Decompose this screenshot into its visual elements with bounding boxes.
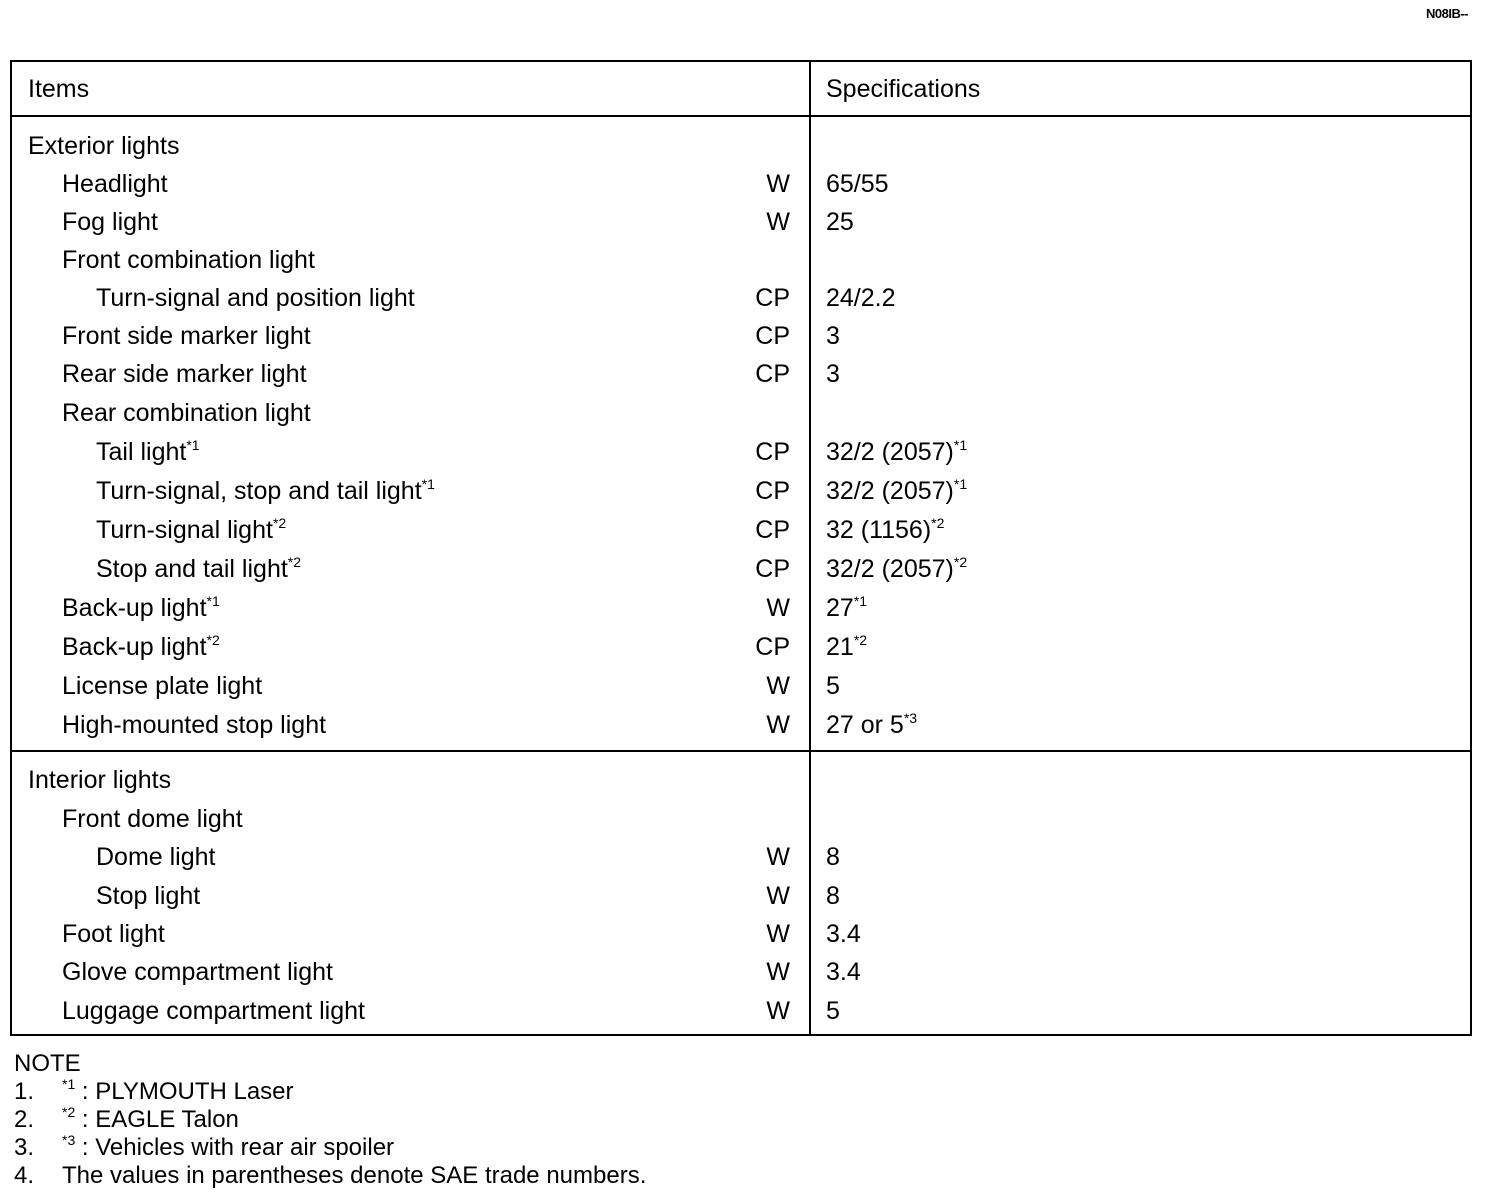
- item-turn-signal-position-light: Turn-signal and position light: [96, 284, 415, 312]
- table-row: [12, 165, 1470, 203]
- unit: W: [766, 594, 790, 622]
- footnote-marker: *2: [206, 632, 220, 648]
- section-divider: [12, 750, 1470, 752]
- table-row: [12, 628, 1470, 666]
- specifications-table: [10, 60, 1472, 1036]
- spec-value: 3: [826, 360, 840, 388]
- table-row: [12, 472, 1470, 510]
- footnote-marker: *1: [953, 437, 968, 453]
- item-front-combination-light: Front combination light: [62, 246, 315, 274]
- item-tail-light: Tail light$^{*1}$: [96, 437, 200, 466]
- header-divider: [12, 115, 1470, 117]
- unit: W: [766, 958, 790, 986]
- unit: W: [766, 208, 790, 236]
- item-dome-light: Dome light: [96, 843, 216, 871]
- table-header-row: [12, 70, 1470, 108]
- unit: W: [766, 920, 790, 948]
- unit: W: [766, 997, 790, 1025]
- item-headlight: Headlight: [62, 170, 168, 198]
- item-front-side-marker-light: Front side marker light: [62, 322, 311, 350]
- spec-value: 32/2 $(2057)^{*1}$: [826, 476, 968, 505]
- footnote-marker: *1: [421, 476, 435, 492]
- table-row: [12, 127, 1470, 165]
- note-item: 4. The values in parentheses denote SAE trade numbers.: [14, 1162, 647, 1189]
- unit: CP: [755, 477, 790, 505]
- spec-value: 3: [826, 322, 840, 350]
- section-interior-lights: Interior lights: [28, 766, 172, 794]
- item-luggage-compartment-light: Luggage compartment light: [62, 997, 365, 1025]
- unit: CP: [755, 438, 790, 466]
- item-glove-compartment-light: Glove compartment light: [62, 958, 333, 986]
- item-fog-light: Fog light: [62, 208, 158, 236]
- item-turn-signal-stop-tail-light: Turn-signal, stop and tail light$^{*1}$: [96, 476, 435, 505]
- spec-value: 32/2 $(2057)^{*1}$: [826, 437, 968, 466]
- unit: W: [766, 170, 790, 198]
- table-row: [12, 992, 1470, 1030]
- footnote-marker: *2: [953, 554, 968, 570]
- footnote-marker: *1: [953, 476, 968, 492]
- item-stop-light: Stop light: [96, 882, 201, 910]
- table-row: [12, 203, 1470, 241]
- spec-value: 8: [826, 843, 840, 871]
- spec-value: 21$^{*2}$: [826, 632, 868, 661]
- footnote-marker: *1: [206, 593, 220, 609]
- table-row: [12, 667, 1470, 705]
- spec-value: 32/2 $(2057)^{*2}$: [826, 554, 968, 583]
- footnote-marker: *2: [853, 632, 868, 648]
- table-row: [12, 550, 1470, 588]
- table-row: [12, 317, 1470, 355]
- item-back-up-light: Back-up light$^{*1}$: [62, 593, 220, 622]
- note-item: 2. $^{*2}$ : EAGLE Talon: [14, 1104, 239, 1133]
- footnote-marker: *3: [903, 710, 918, 726]
- notes-title: NOTE: [14, 1050, 81, 1077]
- item-rear-combination-light: Rear combination light: [62, 399, 311, 427]
- table-row: [12, 877, 1470, 915]
- spec-value: 3.4: [826, 920, 861, 948]
- table-row: [12, 394, 1470, 432]
- unit: CP: [755, 360, 790, 388]
- spec-value: 8: [826, 882, 840, 910]
- header-specifications: Specifications: [826, 75, 981, 103]
- table-row: [12, 511, 1470, 549]
- table-row: [12, 838, 1470, 876]
- table-row: [12, 433, 1470, 471]
- notes: [14, 1050, 646, 1190]
- table-row: [12, 589, 1470, 627]
- spec-value: 24/2.2: [826, 284, 896, 312]
- item-foot-light: Foot light: [62, 920, 165, 948]
- section-exterior-lights: Exterior lights: [28, 132, 180, 160]
- unit: CP: [755, 322, 790, 350]
- item-stop-tail-light: Stop and tail light$^{*2}$: [96, 554, 302, 583]
- table-row: [12, 761, 1470, 799]
- table-row: [12, 355, 1470, 393]
- spec-value: 27$^{*1}$: [826, 593, 868, 622]
- spec-value: 27 or 5$^{*3}$: [826, 710, 918, 739]
- note-item: 1. $^{*1}$ : PLYMOUTH Laser: [14, 1076, 294, 1105]
- item-high-mounted-stop-light: High-mounted stop light: [62, 711, 327, 739]
- unit: CP: [755, 284, 790, 312]
- unit: W: [766, 882, 790, 910]
- footnote-marker: *2: [287, 554, 302, 570]
- table-row: [12, 953, 1470, 991]
- note-item: 3. $^{*3}$ : Vehicles with rear air spoiler: [14, 1132, 395, 1161]
- spec-value: 25: [826, 208, 854, 236]
- footnote-marker: *2: [272, 515, 287, 531]
- spec-value: 3.4: [826, 958, 861, 986]
- table-row: [12, 800, 1470, 838]
- spec-value: 32 $(1156)^{*2}$: [826, 515, 945, 544]
- item-rear-side-marker-light: Rear side marker light: [62, 360, 307, 388]
- table-row: [12, 706, 1470, 744]
- item-turn-signal-light: Turn-signal light$^{*2}$: [96, 515, 287, 544]
- unit: W: [766, 843, 790, 871]
- item-license-plate-light: License plate light: [62, 672, 263, 700]
- unit: W: [766, 711, 790, 739]
- page-code: N08IB--: [1425, 6, 1468, 21]
- table-row: [12, 279, 1470, 317]
- unit: CP: [755, 633, 790, 661]
- unit: CP: [755, 516, 790, 544]
- unit: W: [766, 672, 790, 700]
- footnote-marker: *2: [931, 515, 945, 531]
- header-items: Items: [28, 75, 90, 103]
- item-back-up-light: Back-up light$^{*2}$: [62, 632, 220, 661]
- footnote-marker: *1: [186, 437, 200, 453]
- table-row: [12, 915, 1470, 953]
- item-front-dome-light: Front dome light: [62, 805, 243, 833]
- footnote-marker: *1: [853, 593, 868, 609]
- spec-value: 5: [826, 997, 840, 1025]
- spec-value: 5: [826, 672, 840, 700]
- table-row: [12, 241, 1470, 279]
- spec-value: 65/55: [826, 170, 889, 198]
- unit: CP: [755, 555, 790, 583]
